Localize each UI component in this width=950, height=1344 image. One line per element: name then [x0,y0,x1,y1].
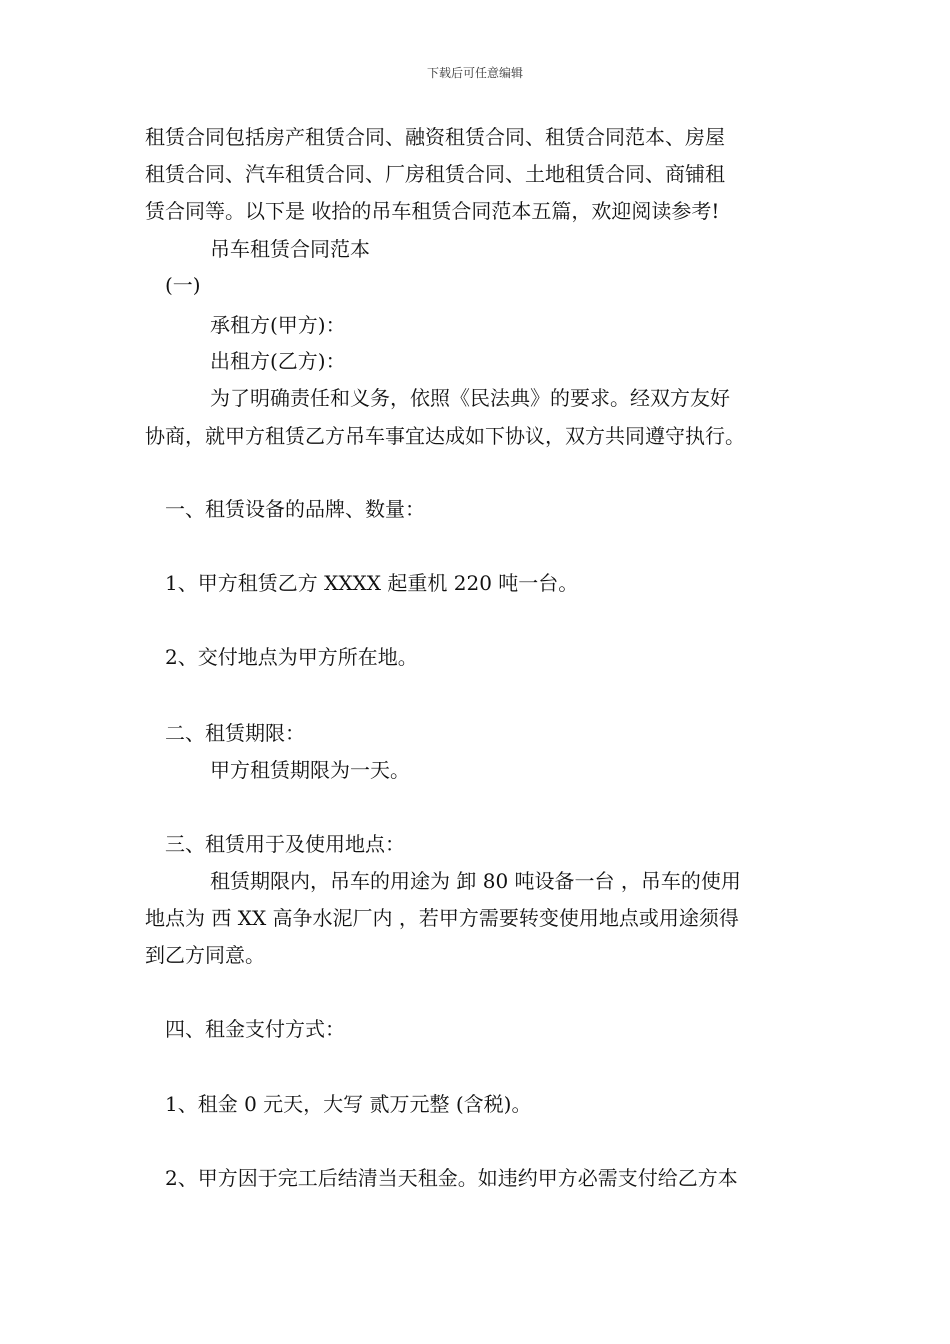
preamble-line-1: 为了明确责任和义务，依照《民法典》的要求。经双方友好 [210,386,730,410]
lessor-label: 出租方(乙方)： [210,349,346,373]
section-3-body-line-3: 到乙方同意。 [145,943,265,967]
section-4-heading: 四、租金支付方式： [165,1017,345,1041]
section-3-body-line-1: 租赁期限内，吊车的用途为 卸 80 吨设备一台 ，吊车的使用 [210,869,741,893]
section-3-body-line-2: 地点为 西 XX 高争水泥厂内 ，若甲方需要转变使用地点或用途须得 [145,906,739,930]
intro-line-1: 租赁合同包括房产租赁合同、融资租赁合同、租赁合同范本、房屋 [145,125,725,149]
doc-title: 吊车租赁合同范本 [210,237,370,261]
section-1-item-1: 1、甲方租赁乙方 XXXX 起重机 220 吨一台。 [165,571,579,595]
section-4-item-2: 2、甲方因于完工后结清当天租金。如违约甲方必需支付给乙方本 [165,1166,738,1190]
lessee-label: 承租方(甲方)： [210,313,346,337]
section-4-item-1: 1、租金 0 元天，大写 贰万元整 (含税)。 [165,1092,532,1116]
section-2-heading: 二、租赁期限： [165,721,305,745]
section-1-heading: 一、租赁设备的品牌、数量： [165,497,425,521]
section-2-body: 甲方租赁期限为一天。 [210,758,410,782]
intro-line-3: 赁合同等。以下是 收拾的吊车租赁合同范本五篇，欢迎阅读参考! [145,199,720,223]
section-3-heading: 三、租赁用于及使用地点： [165,832,405,856]
section-1-item-2: 2、交付地点为甲方所在地。 [165,645,418,669]
intro-line-2: 租赁合同、汽车租赁合同、厂房租赁合同、土地租赁合同、商铺租 [145,162,725,186]
page-header: 下载后可任意编辑 [426,66,523,80]
section-number: (一) [165,273,201,297]
preamble-line-2: 协商，就甲方租赁乙方吊车事宜达成如下协议，双方共同遵守执行。 [145,424,745,448]
